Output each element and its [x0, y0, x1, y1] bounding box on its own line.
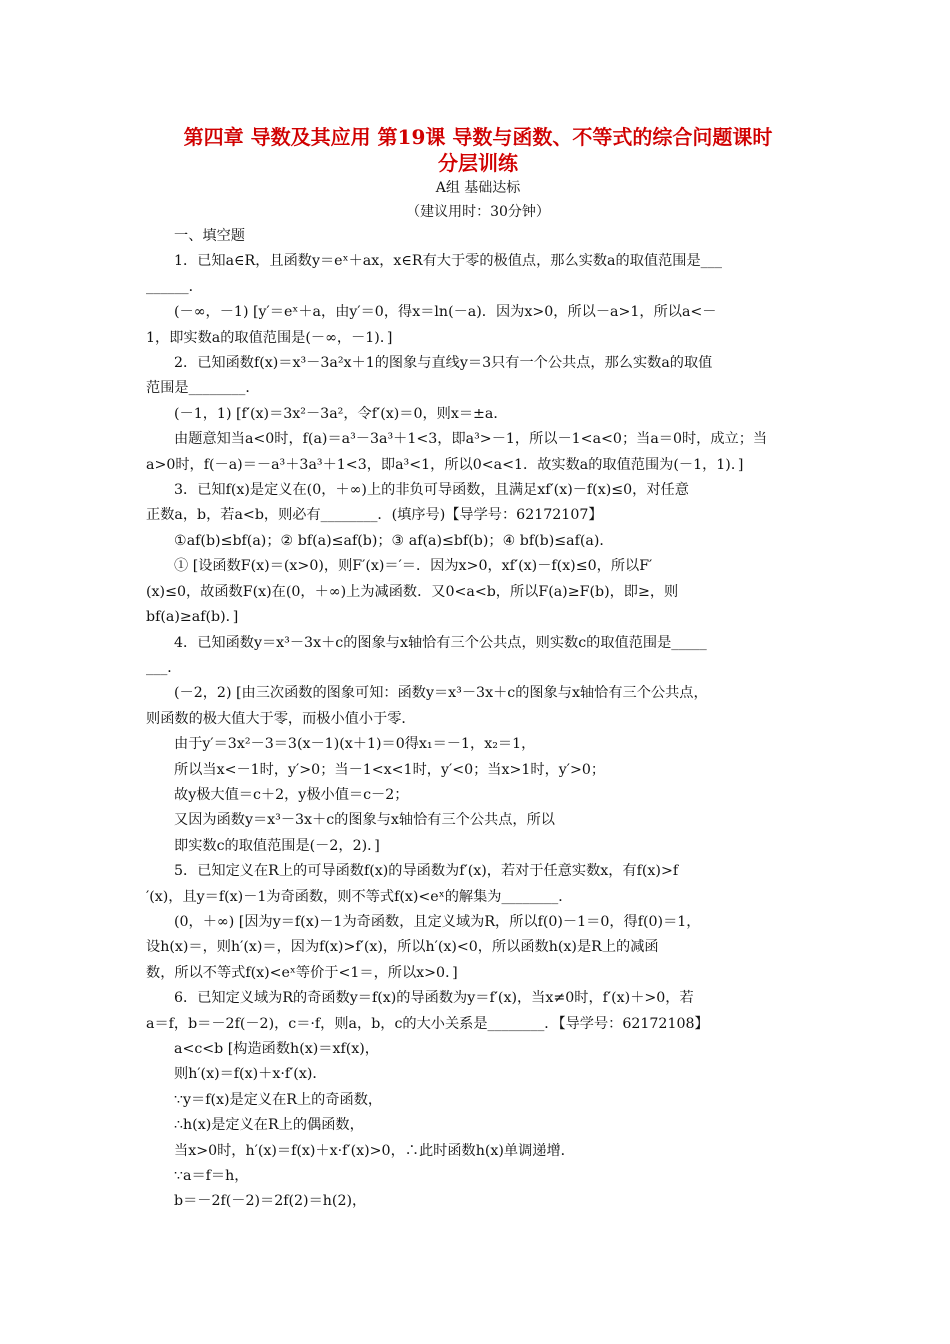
- document-page: [146, 124, 810, 1215]
- text-line: 1，即实数a的取值范围是(－∞，－1)．]: [146, 329, 393, 346]
- text-line: ∵a＝f＝h，: [174, 1168, 249, 1185]
- text-line: (－∞，－1) [y′＝eˣ＋a，由y′＝0，得x＝ln(－a)．因为x>0，所以－a>1，所以a<－: [174, 304, 717, 321]
- text-line: ①af(b)≤bf(a)；② bf(a)≤af(b)；③ af(a)≤bf(b)；④ bf(b)≤af(a)．: [174, 532, 614, 549]
- text-line: 2．已知函数f(x)＝x³－3a²x＋1的图象与直线y＝3只有一个公共点，那么实数a的取值: [174, 355, 713, 372]
- text-line: 故y极大值＝c＋2，y极小值＝c－2；: [174, 786, 409, 803]
- group-heading: A组 基础达标: [435, 180, 521, 196]
- text-line: ___．: [146, 659, 182, 676]
- text-line: (－1，1) [f′(x)＝3x²－3a²，令f′(x)＝0，则x＝±a．: [174, 405, 508, 422]
- text-line: ′(x)，且y＝f(x)－1为奇函数，则不等式f(x)<eˣ的解集为________．: [146, 888, 573, 905]
- text-line: 由题意知当a<0时，f(a)＝a³－3a³＋1<3，即a³>－1，所以－1<a<0；当a＝0时，成立；当: [174, 431, 768, 448]
- text-line: (x)≤0，故函数F(x)在(0，＋∞)上为减函数．又0<a<b，所以F(a)≥F(b)，即≥，则: [146, 583, 679, 600]
- text-line: ∵y＝f(x)是定义在R上的奇函数，: [174, 1091, 383, 1108]
- text-line: 当x>0时，h′(x)＝f(x)＋x·f′(x)>0，∴此时函数h(x)单调递增．: [174, 1142, 575, 1159]
- text-line: (－2，2) [由三次函数的图象可知：函数y＝x³－3x＋c的图象与x轴恰有三个公共点，: [174, 685, 708, 702]
- text-line: 3．已知f(x)是定义在(0，＋∞)上的非负可导函数，且满足xf′(x)－f(x)≤0，对任意: [174, 482, 689, 499]
- text-line: a>0时，f(－a)＝－a³＋3a³＋1<3，即a³<1，所以0<a<1．故实数a的取值范围为(－1，1)．]: [146, 456, 744, 473]
- text-line: 1．已知a∈R，且函数y＝eˣ＋ax，x∈R有大于零的极值点，那么实数a的取值范围是___: [174, 253, 722, 270]
- text-line: 则函数的极大值大于零，而极小值小于零．: [146, 710, 416, 727]
- text-line: 则h′(x)＝f(x)＋x·f′(x)．: [174, 1066, 327, 1083]
- text-line: 6．已知定义域为R的奇函数y＝f(x)的导函数为y＝f′(x)，当x≠0时，f′(x)＋>0，若: [174, 990, 694, 1007]
- doc-title-line-2: 分层训练: [438, 151, 518, 175]
- text-line: ______．: [146, 278, 203, 295]
- text-line: a＝f，b＝－2f(－2)，c＝·f，则a，b，c的大小关系是________．【导学号：62172108】: [146, 1015, 709, 1032]
- doc-title-line-1: 第四章 导数及其应用 第19课 导数与函数、不等式的综合问题课时: [183, 125, 773, 149]
- text-line: 由于y′＝3x²－3＝3(x－1)(x＋1)＝0得x₁＝－1，x₂＝1，: [174, 736, 536, 753]
- text-line: b＝－2f(－2)＝2f(2)＝h(2)，: [174, 1193, 367, 1210]
- text-line: 正数a，b，若a<b，则必有________．(填序号)【导学号：62172107】: [146, 507, 603, 524]
- text-line: ① [设函数F(x)＝(x>0)，则F′(x)＝′＝．因为x>0，xf′(x)－f(x)≤0，所以F′: [174, 558, 653, 575]
- section-heading: 一、填空题: [174, 228, 245, 244]
- text-line: bf(a)≥af(b)．]: [146, 609, 239, 626]
- text-line: a<c<b [构造函数h(x)＝xf(x)，: [174, 1041, 379, 1057]
- time-hint: （建议用时：30分钟）: [406, 204, 550, 220]
- text-line: 又因为函数y＝x³－3x＋c的图象与x轴恰有三个公共点，所以: [174, 812, 555, 829]
- text-line: ∴h(x)是定义在R上的偶函数，: [174, 1117, 364, 1134]
- text-line: 范围是________．: [146, 380, 260, 397]
- text-line: 即实数c的取值范围是(－2，2)．]: [174, 837, 380, 854]
- text-line: 设h(x)＝，则h′(x)＝，因为f(x)>f′(x)，所以h′(x)<0，所以函数h(x)是R上的减函: [146, 939, 659, 956]
- text-line: 5．已知定义在R上的可导函数f(x)的导函数为f′(x)，若对于任意实数x，有f(x)>f: [174, 863, 679, 880]
- text-line: (0，＋∞) [因为y＝f(x)－1为奇函数，且定义域为R，所以f(0)－1＝0，得f(0)＝1，: [174, 913, 701, 930]
- text-line: 数，所以不等式f(x)<eˣ等价于<1＝，所以x>0．]: [146, 964, 458, 981]
- text-line: 所以当x<－1时，y′>0；当－1<x<1时，y′<0；当x>1时，y′>0；: [174, 761, 606, 778]
- text-line: 4．已知函数y＝x³－3x＋c的图象与x轴恰有三个公共点，则实数c的取值范围是_____: [174, 634, 707, 651]
